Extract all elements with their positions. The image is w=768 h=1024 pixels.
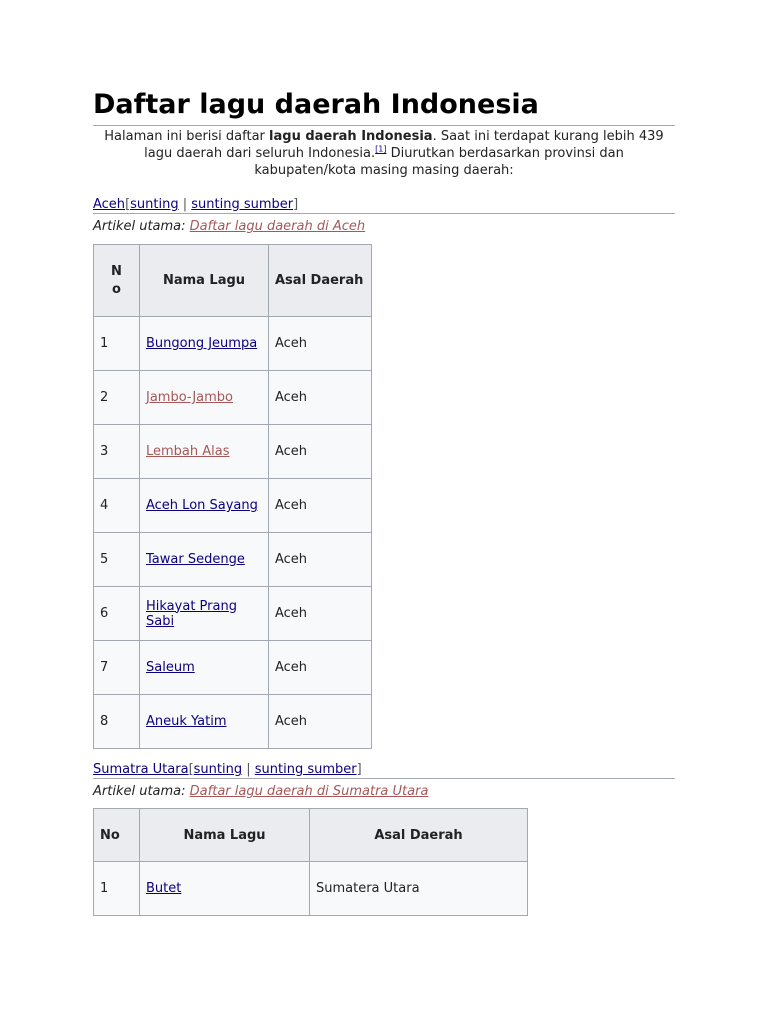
table-row	[94, 317, 372, 371]
section-heading-aceh: Aceh[sunting | sunting sumber]	[93, 196, 675, 214]
table-row	[94, 641, 372, 695]
row-number: 2	[94, 371, 140, 425]
song-link[interactable]: Saleum	[146, 660, 195, 675]
song-cell	[140, 587, 269, 641]
origin-cell: Sumatera Utara	[310, 862, 528, 916]
song-cell	[140, 695, 269, 749]
table-row	[94, 862, 528, 916]
table-row	[94, 425, 372, 479]
song-link[interactable]: Lembah Alas	[146, 444, 230, 459]
page-title: Daftar lagu daerah Indonesia	[93, 86, 675, 126]
citation-link[interactable]: [1]	[375, 144, 387, 154]
origin-cell: Aceh	[269, 479, 372, 533]
col-header-no: N o	[94, 245, 140, 317]
main-article-note	[93, 219, 365, 234]
main-article-label: Artikel utama:	[93, 784, 190, 799]
songs-table-aceh	[93, 244, 372, 749]
table-header-row	[94, 809, 528, 862]
song-cell	[140, 425, 269, 479]
main-article-link[interactable]: Daftar lagu daerah di Aceh	[189, 219, 366, 234]
origin-cell: Aceh	[269, 533, 372, 587]
section-title-link[interactable]: Aceh	[93, 197, 126, 212]
row-number: 5	[94, 533, 140, 587]
table-row	[94, 533, 372, 587]
table-row	[94, 479, 372, 533]
edit-link[interactable]: sunting	[193, 762, 243, 777]
song-cell	[140, 317, 269, 371]
songs-table-sumatra-utara	[93, 808, 528, 916]
song-link[interactable]: Hikayat Prang Sabi	[146, 598, 237, 629]
col-header-song: Nama Lagu	[140, 809, 310, 862]
edit-link[interactable]: sunting	[130, 197, 179, 212]
song-cell	[140, 641, 269, 695]
song-cell	[140, 862, 310, 916]
song-cell	[140, 479, 269, 533]
col-header-song: Nama Lagu	[140, 245, 269, 317]
table-row	[94, 371, 372, 425]
main-article-link[interactable]: Daftar lagu daerah di Sumatra Utara	[189, 784, 429, 799]
col-header-origin: Asal Daerah	[269, 245, 372, 317]
song-link[interactable]: Butet	[146, 881, 182, 896]
song-link[interactable]: Aceh Lon Sayang	[146, 498, 258, 513]
origin-cell: Aceh	[269, 641, 372, 695]
row-number: 8	[94, 695, 140, 749]
origin-cell: Aceh	[269, 425, 372, 479]
song-link[interactable]: Tawar Sedenge	[146, 552, 245, 567]
col-header-no: No	[94, 809, 140, 862]
origin-cell: Aceh	[269, 371, 372, 425]
origin-cell: Aceh	[269, 317, 372, 371]
intro-text-3: Diurutkan berdasarkan provinsi dan kabupaten/kota masing masing daerah:	[254, 146, 624, 178]
table-row	[94, 695, 372, 749]
origin-cell: Aceh	[269, 695, 372, 749]
song-cell	[140, 371, 269, 425]
row-number: 3	[94, 425, 140, 479]
song-cell	[140, 533, 269, 587]
intro-paragraph	[93, 128, 675, 179]
main-article-note	[93, 784, 428, 799]
main-article-label: Artikel utama:	[93, 219, 190, 234]
section-title-link[interactable]: Sumatra Utara	[93, 762, 189, 777]
col-header-origin: Asal Daerah	[310, 809, 528, 862]
row-number: 7	[94, 641, 140, 695]
intro-text-2: . Saat ini terdapat kurang lebih 439 lagu daerah dari seluruh Indonesia.	[144, 129, 664, 161]
intro-bold: lagu daerah Indonesia	[269, 129, 433, 144]
table-header-row	[94, 245, 372, 317]
row-number: 1	[94, 862, 140, 916]
row-number: 1	[94, 317, 140, 371]
table-row	[94, 587, 372, 641]
edit-source-link[interactable]: sunting sumber	[254, 762, 357, 777]
row-number: 4	[94, 479, 140, 533]
song-link[interactable]: Bungong Jeumpa	[146, 336, 258, 351]
row-number: 6	[94, 587, 140, 641]
origin-cell: Aceh	[269, 587, 372, 641]
edit-source-link[interactable]: sunting sumber	[191, 197, 294, 212]
song-link[interactable]: Aneuk Yatim	[146, 714, 227, 729]
section-heading-sumatra-utara: Sumatra Utara[sunting | sunting sumber]	[93, 761, 675, 779]
intro-text-1: Halaman ini berisi daftar	[104, 129, 270, 144]
song-link[interactable]: Jambo-Jambo	[146, 390, 233, 405]
